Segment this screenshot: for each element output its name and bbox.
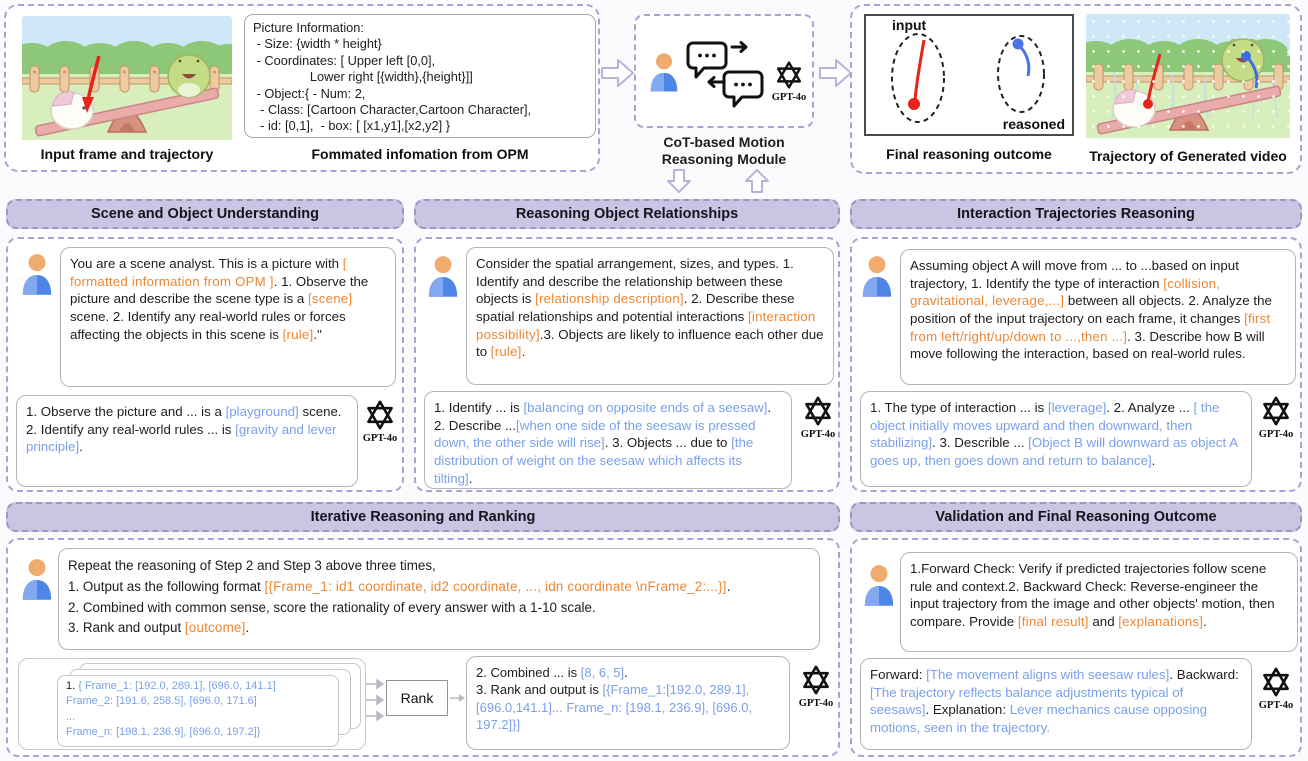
panel-reasoning-object-relationships: [414, 237, 840, 492]
reasoned-trajectory-label: reasoned: [1002, 116, 1065, 132]
answer-card-front: 1. { Frame_1: [192.0, 289.1], [696.0, 141.1] Frame_2: [191.6, 258.5], [696.0, 171.6] ... Frame_n: [198.1, 236.9], [696.0, 197.2]}: [57, 675, 339, 747]
user-icon: [860, 255, 894, 297]
prompt-bubble: Assuming object A will move from ... to ...based on input trajectory, 1. Identify the type of interaction [collision, gravitational, leverage,...] between all objects. 2. Analyze the position of the input trajectory on each frame, it changes [first from left/right/up/down to ...,then ...]. 3. Describe how B will move following the interaction, based on real-world rules.: [900, 249, 1296, 385]
flow-arrow-right-2-icon: [818, 56, 854, 90]
prompt-bubble: Repeat the reasoning of Step 2 and Step 3 above three times, 1. Output as the following format [{Frame_1: id1 coordinate, id2 coordinate, ..., idn coordinate \nFrame_2:...}]. 2. Combined with common sense, score the rationality of every answer with a 1-10 scale. 3. Rank and output [outcome].: [58, 548, 820, 650]
generated-video-image: [1086, 14, 1290, 138]
rank-input-arrows-icon: [366, 678, 384, 722]
chat-bubbles-icon: [686, 38, 766, 116]
user-icon: [426, 255, 460, 297]
rank-result-bubble: 2. Combined ... is [8, 6, 5]. 3. Rank and output is [{Frame_1:[192.0, 289.1], [696.0,141.1]... Frame_n: [198.1, 236.9], [696.0, 197.2]}]: [466, 656, 790, 750]
flow-arrow-down-icon: [666, 168, 692, 194]
final-outcome-caption: Final reasoning outcome: [886, 146, 1052, 162]
outcome-section-container: [850, 4, 1302, 174]
input-trajectory-label: input: [892, 17, 927, 33]
input-section-container: [4, 4, 600, 172]
response-bubble: 1. Identify ... is [balancing on opposite ends of a seesaw]. 2. Describe ...[when one side of the seesaw is pressed down, the other side will rise]. 3. Objects ... due to [the distribution of weight on the seesaw which affects its tilting].: [424, 391, 792, 489]
gpt-logo-label: GPT-4o: [800, 429, 836, 440]
header-iterative-reasoning-ranking: Iterative Reasoning and Ranking: [6, 502, 840, 532]
gpt-logo-icon: [802, 395, 834, 427]
flow-arrow-right-1-icon: [600, 56, 636, 90]
response-bubble: 1. The type of interaction ... is [leverage]. 2. Analyze ... [ the object initially moves upward and then downward, then stabilizing]. 3. Describle ... [Object B will downward as object A goes up, then goes down and return to balance].: [860, 391, 1252, 487]
final-outcome-box: [864, 14, 1074, 136]
gpt-logo-icon: [800, 664, 832, 696]
gpt-logo-label: GPT-4o: [362, 433, 398, 444]
prompt-bubble: You are a scene analyst. This is a picture with [ formatted information from OPM ]. 1. Observe the picture and describe the scene type is a [scene] scene. 2. Identify any real-world rules or forces affecting the objects in this scene is [rule].": [60, 247, 396, 387]
opm-info-box: Picture Information: - Size: {width * height} - Coordinates: [ Upper left [0,0], Lower right [{width},{height}]] - Object:{ - Num: 2, - Class: [Cartoon Character,Cartoon Character], - id: [0,1], - box: [ [x1,y1],[x2,y2] }: [244, 14, 596, 138]
gpt-logo-icon: [1260, 666, 1292, 698]
panel-validation-final-outcome: [850, 538, 1302, 757]
generated-video-caption: Trajectory of Generated video: [1089, 148, 1287, 164]
gpt-logo-icon: [774, 60, 804, 90]
panel-iterative-reasoning-ranking: [6, 538, 840, 757]
user-icon: [862, 564, 896, 606]
gpt-logo-label: GPT-4o: [771, 92, 807, 103]
input-frame-image: [22, 16, 232, 140]
frog-character: [168, 55, 210, 97]
gpt-logo-label: GPT-4o: [1258, 429, 1294, 440]
flow-arrow-up-icon: [744, 168, 770, 194]
rank-output-arrow-icon: [450, 692, 465, 704]
header-reasoning-object-relationships: Reasoning Object Relationships: [414, 199, 840, 229]
panel-interaction-trajectories-reasoning: [850, 237, 1302, 492]
prompt-bubble: 1.Forward Check: Verify if predicted trajectories follow scene rule and context.2. Backward Check: Reverse-engineer the input trajectory from the image and other objects' motion, then compare. Provide [final result] and [explanations].: [900, 552, 1298, 652]
response-bubble: 1. Observe the picture and ... is a [playground] scene. 2. Identify any real-world rules ... is [gravity and lever principle].: [16, 395, 358, 487]
panel-scene-object-understanding: [6, 237, 404, 492]
header-scene-object-understanding: Scene and Object Understanding: [6, 199, 404, 229]
user-icon: [20, 253, 54, 295]
header-interaction-trajectories-reasoning: Interaction Trajectories Reasoning: [850, 199, 1302, 229]
gpt-logo-icon: [364, 399, 396, 431]
user-icon: [648, 52, 680, 92]
opm-info-caption: Fommated infomation from OPM: [311, 146, 529, 162]
rank-box: Rank: [386, 680, 448, 716]
gpt-logo-label: GPT-4o: [798, 698, 834, 709]
cot-module-box: [634, 14, 814, 128]
candidate-answers-box: [18, 658, 366, 750]
gpt-logo-label: GPT-4o: [1258, 700, 1294, 711]
input-frame-caption: Input frame and trajectory: [40, 146, 214, 162]
header-validation-final-outcome: Validation and Final Reasoning Outcome: [850, 502, 1302, 532]
user-icon: [20, 558, 54, 600]
response-bubble: Forward: [The movement aligns with seesaw rules]. Backward:[The trajectory reflects balance adjustments typical of seesaws]. Explanation: Lever mechanics cause opposing motions, seen in the trajectory.: [860, 658, 1252, 750]
cot-module-label: CoT-based Motion Reasoning Module: [661, 134, 787, 168]
gpt-logo-icon: [1260, 395, 1292, 427]
prompt-bubble: Consider the spatial arrangement, sizes, and types. 1. Identify and describe the relationship between these objects is [relationship description]. 2. Describe these spatial relationships and potential interactions [interaction possibility].3. Objects are likely to influence each other due to [rule].: [466, 247, 834, 385]
